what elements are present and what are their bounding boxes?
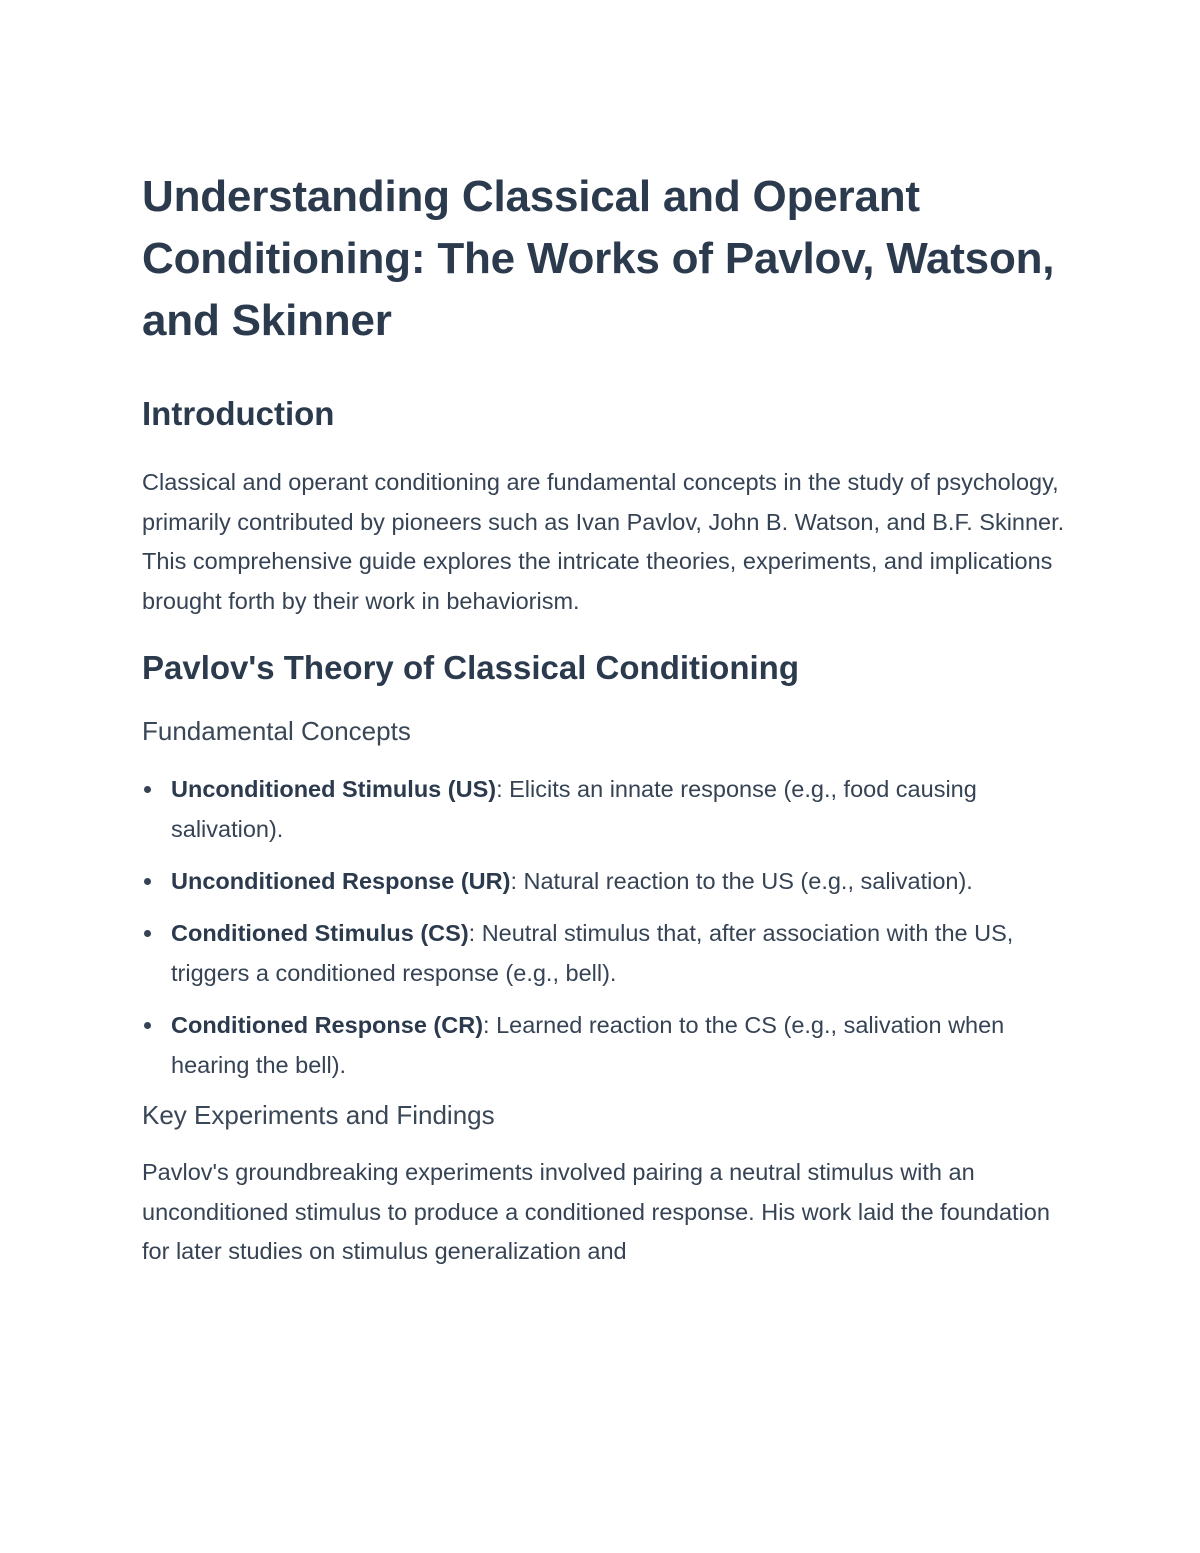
list-item-description: : Learned reaction to the CS (e.g., salivation when hearing the bell). xyxy=(171,1012,1005,1078)
bullet-icon xyxy=(144,930,151,937)
list-item-term: Conditioned Stimulus (CS) xyxy=(171,920,469,946)
bullet-icon xyxy=(144,878,151,885)
key-experiments-heading: Key Experiments and Findings xyxy=(142,1100,495,1130)
fundamental-concepts-heading: Fundamental Concepts xyxy=(142,716,411,746)
bullet-icon xyxy=(144,1022,151,1029)
introduction-heading: Introduction xyxy=(142,395,335,432)
pavlov-theory-heading: Pavlov's Theory of Classical Conditioning xyxy=(142,649,799,686)
list-item-description: : Elicits an innate response (e.g., food causing salivation). xyxy=(171,776,977,842)
list-item-description: : Natural reaction to the US (e.g., salivation). xyxy=(510,868,973,894)
introduction-paragraph: Classical and operant conditioning are fundamental concepts in the study of psychology, primarily contributed by pioneers such as Ivan Pavlov, John B. Watson, and B.F. Skinner. This comprehensive guide explores the intricate theories, experiments, and implications brought forth by their work in behaviorism. xyxy=(142,469,1065,614)
list-item xyxy=(142,1005,1072,1085)
key-experiments-paragraph: Pavlov's groundbreaking experiments involved pairing a neutral stimulus with an unconditioned stimulus to produce a conditioned response. His work laid the foundation for later studies on stimulus generalization and xyxy=(142,1159,1050,1264)
list-item xyxy=(142,769,1072,849)
page-title: Understanding Classical and Operant Conditioning: The Works of Pavlov, Watson, and Skinner xyxy=(142,172,1055,345)
document-page xyxy=(142,166,1072,1272)
list-item-description: : Neutral stimulus that, after association with the US, triggers a conditioned response (e.g., bell). xyxy=(171,920,1014,986)
list-item-term: Conditioned Response (CR) xyxy=(171,1012,484,1038)
list-item xyxy=(142,861,1072,901)
list-item-term: Unconditioned Stimulus (US) xyxy=(171,776,497,802)
list-item-term: Unconditioned Response (UR) xyxy=(171,868,511,894)
bullet-icon xyxy=(144,786,151,793)
fundamental-concepts-list xyxy=(142,769,1072,1085)
list-item xyxy=(142,913,1072,993)
